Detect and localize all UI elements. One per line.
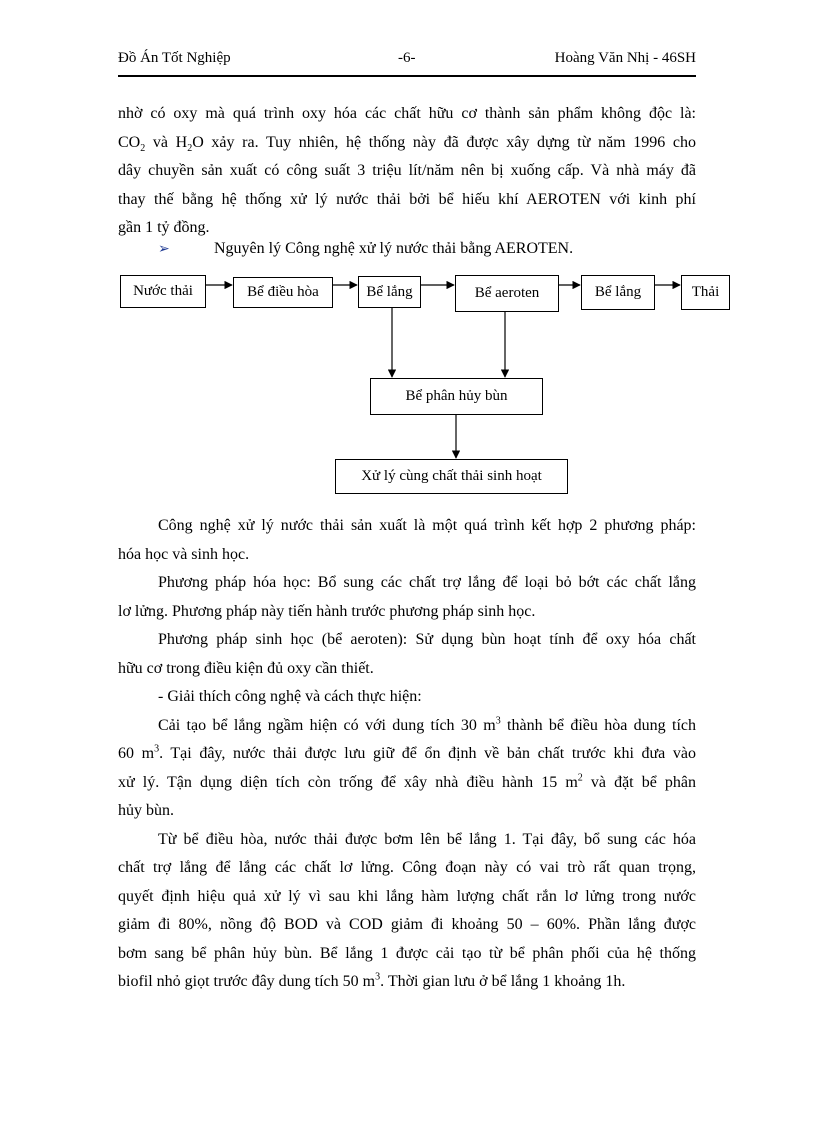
text-line: - Giải thích công nghệ và cách thực hiện: xyxy=(158,688,422,705)
text-line: hữu cơ trong điều kiện đủ oxy cần thiết. xyxy=(118,659,374,677)
arrow-bullet-icon: ➢ xyxy=(158,242,170,257)
node-thai: Thải xyxy=(681,275,730,310)
text-line: thay thế bằng hệ thống xử lý nước thải bởi bể hiếu khí AEROTEN với kinh phí xyxy=(118,190,696,208)
text-line: Từ bể điều hòa, nước thải được bơm lên bể lắng 1. Tại đây, bổ sung các hóa xyxy=(158,830,696,848)
node-be-lang-1: Bể lắng xyxy=(358,276,421,308)
text-line: nhờ có oxy mà quá trình oxy hóa các chất hữu cơ thành sản phẩm không độc là: xyxy=(118,105,696,122)
page-number: -6- xyxy=(398,50,416,66)
text-line: 60 $m^3$. Tại đây, nước thải được lưu giữ để ổn định về bản chất trước khi đưa vào xyxy=(118,743,696,762)
text-line: quyết định hiệu quả xử lý vì sau khi lắng hàm lượng chất rắn lơ lửng trong nước xyxy=(118,887,696,905)
text-line: hủy bùn. xyxy=(118,802,174,819)
text-line: Phương pháp sinh học (bể aeroten): Sử dụng bùn hoạt tính để oxy hóa chất xyxy=(158,631,696,648)
text-line: lơ lửng. Phương pháp này tiến hành trước phương pháp sinh học. xyxy=(118,602,536,620)
text-line: gần 1 tỷ đồng. xyxy=(118,219,210,236)
node-xu-ly-chat-thai: Xử lý cùng chất thải sinh hoạt xyxy=(335,459,568,494)
node-be-aeroten: Bể aeroten xyxy=(455,275,559,312)
text-line: chất trợ lắng để lắng các chất lơ lửng. Công đoạn này có vai trò rất quan trọng, xyxy=(118,859,696,876)
text-line: $CO_2$ và $H_2O$ xảy ra. Tuy nhiên, hệ thống này đã được xây dựng từ năm 1996 cho xyxy=(118,133,697,154)
body-text xyxy=(118,512,696,997)
header-author: Hoàng Văn Nhị - 46SH xyxy=(554,50,696,66)
node-be-phan-huy-bun: Bể phân hủy bùn xyxy=(370,378,543,415)
node-be-dieu-hoa: Bể điều hòa xyxy=(233,277,333,308)
text-line: bơm sang bể phân hủy bùn. Bể lắng 1 được cải tạo từ bể phân phối của hệ thống xyxy=(118,944,696,962)
node-nuoc-thai: Nước thải xyxy=(120,275,206,308)
flow-arrows xyxy=(0,0,816,520)
text-line: Phương pháp hóa học: Bổ sung các chất trợ lắng để loại bỏ bớt các chất lắng xyxy=(158,574,696,591)
header-title: Đồ Án Tốt Nghiệp xyxy=(118,50,231,66)
text-line: biofil nhỏ giọt trước đây dung tích 50 $m^3$. Thời gian lưu ở bể lắng 1 khoảng 1h. xyxy=(118,971,626,990)
diagram-heading-text: Nguyên lý Công nghệ xử lý nước thải bằng AEROTEN. xyxy=(214,240,574,257)
text-line: dây chuyền sản xuất có công suất 3 triệu lít/năm nên bị xuống cấp. Và nhà máy đã xyxy=(118,162,696,179)
text-line: hóa học và sinh học. xyxy=(118,545,250,563)
text-line: xử lý. Tận dụng diện tích còn trống để xây nhà điều hành 15 $m^2$ và đặt bể phân xyxy=(118,772,696,791)
text-line: Công nghệ xử lý nước thải sản xuất là một quá trình kết hợp 2 phương pháp: xyxy=(158,517,696,534)
text-line: Cải tạo bể lắng ngầm hiện có với dung tích 30 $m^3$ thành bể điều hòa dung tích xyxy=(158,715,697,734)
text-line: giảm đi 80%, nồng độ BOD và COD giảm đi khoảng 50 – 60%. Phần lắng được xyxy=(118,916,696,933)
node-be-lang-2: Bể lắng xyxy=(581,275,655,310)
